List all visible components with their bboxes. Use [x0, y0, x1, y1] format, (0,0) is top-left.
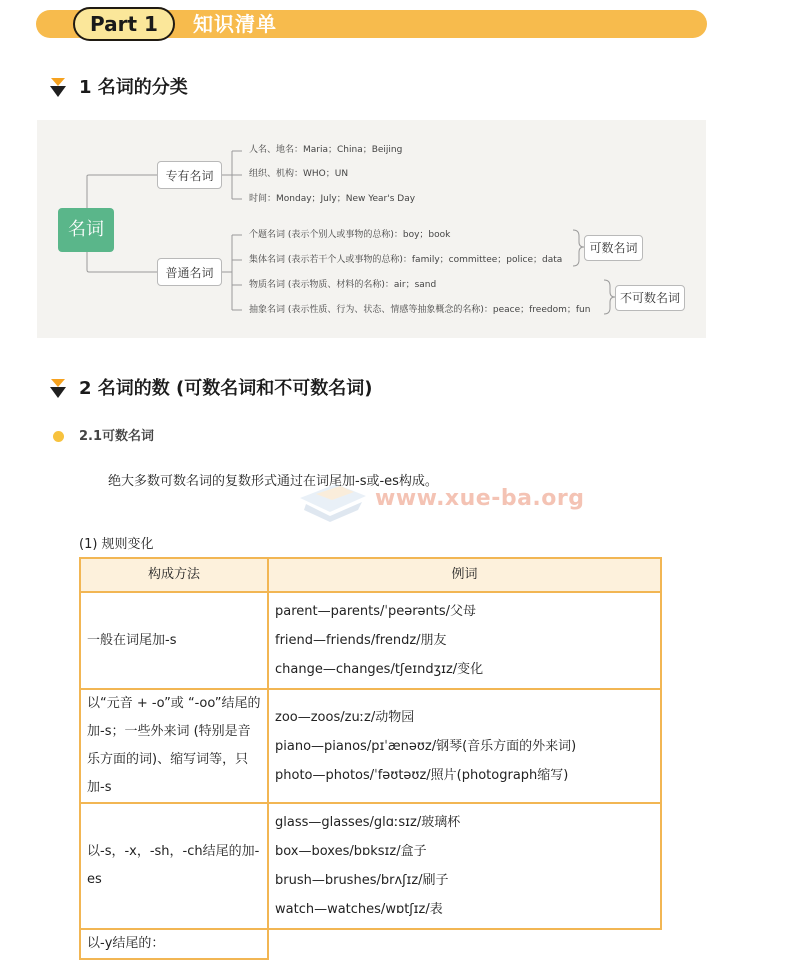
- noun-classification-mindmap: [37, 120, 706, 338]
- table-header-row: [80, 558, 661, 592]
- method-text: 以-y结尾的：: [87, 936, 165, 951]
- table-header: 例词: [268, 558, 661, 592]
- uncountable-node: 不可数名词: [615, 285, 685, 311]
- table-row: [80, 689, 661, 803]
- example-text: brush—brushes/brʌʃɪz/刷子: [275, 873, 449, 888]
- common-item: 抽象名词 (表示性质、行为、状态、情感等抽象概念的名称)：peace；freedom；fun: [249, 305, 591, 315]
- common-item: 物质名词 (表示物质、材料的名称)：air；sand: [249, 280, 437, 290]
- common-item: 集体名词 (表示若干个人或事物的总称)：family；committee；police；data: [249, 255, 563, 265]
- example-text: glass—glasses/glɑːsɪz/玻璃杯: [275, 815, 461, 830]
- method-text: 以-s，-x，-sh，-ch结尾的加-es: [87, 844, 260, 887]
- common-noun-node: 普通名词: [157, 258, 222, 286]
- example-text: photo—photos/ˈfəʊtəʊz/照片(photograph缩写): [275, 767, 569, 783]
- countable-node: 可数名词: [584, 235, 643, 261]
- table-cell-examples: [268, 592, 661, 689]
- banner-title: 知识清单: [193, 12, 277, 36]
- table-row: [80, 929, 661, 959]
- table-cell-method: [80, 929, 268, 959]
- table-cell-method: [80, 803, 268, 929]
- section-title: 2 名词的数 (可数名词和不可数名词): [79, 378, 373, 399]
- table-cell-examples: [268, 803, 661, 929]
- table-header: 构成方法: [80, 558, 268, 592]
- table-row: [80, 803, 661, 929]
- method-text: 以“元音 + -o”或 “-oo”结尾的加-s；一些外来词 (特别是音乐方面的词)、缩写词等，只加-s: [87, 696, 261, 795]
- common-item: 个题名词 (表示个别人或事物的总称)：boy；book: [249, 230, 451, 240]
- table-cell-method: [80, 689, 268, 803]
- proper-item: 时间：Monday；July；New Year's Day: [249, 194, 416, 204]
- table-cell-method: [80, 592, 268, 689]
- section-arrow-icon: [49, 78, 67, 98]
- section-title: 1 名词的分类: [79, 77, 188, 98]
- watermark-text: www.xue-ba.org: [375, 486, 585, 511]
- proper-item: 组织、机构：WHO；UN: [249, 169, 349, 179]
- example-text: parent—parents/ˈpeərənts/父母: [275, 604, 477, 619]
- example-text: box—boxes/bɒksɪz/盒子: [275, 844, 427, 859]
- proper-item: 人名、地名：Maria；China；Beijing: [249, 145, 403, 155]
- example-text: watch—watches/wɒtʃɪz/表: [275, 902, 443, 917]
- example-text: piano—pianos/pɪˈænəʊz/钢琴(音乐方面的外来词): [275, 738, 577, 754]
- example-text: zoo—zoos/zuːz/动物园: [275, 709, 415, 725]
- proper-noun-node: 专有名词: [157, 161, 222, 189]
- table-cell-examples: [268, 689, 661, 803]
- table-row: [80, 592, 661, 689]
- bullet-dot-icon: [53, 431, 64, 442]
- plural-rules-table: [79, 557, 662, 960]
- rule-label: (1) 规则变化: [79, 537, 154, 552]
- example-text: friend—friends/frendz/朋友: [275, 633, 447, 648]
- body-paragraph: 绝大多数可数名词的复数形式通过在词尾加-s或-es构成。: [108, 474, 438, 489]
- method-text: 一般在词尾加-s: [87, 632, 177, 648]
- section-arrow-icon: [49, 379, 67, 399]
- mindmap-root: 名词: [58, 208, 114, 252]
- table-cell-examples: [268, 929, 661, 959]
- part-label: Part 1: [73, 7, 175, 41]
- example-text: change—changes/tʃeɪndʒɪz/变化: [275, 662, 484, 677]
- subsection-title: 2.1可数名词: [79, 429, 155, 444]
